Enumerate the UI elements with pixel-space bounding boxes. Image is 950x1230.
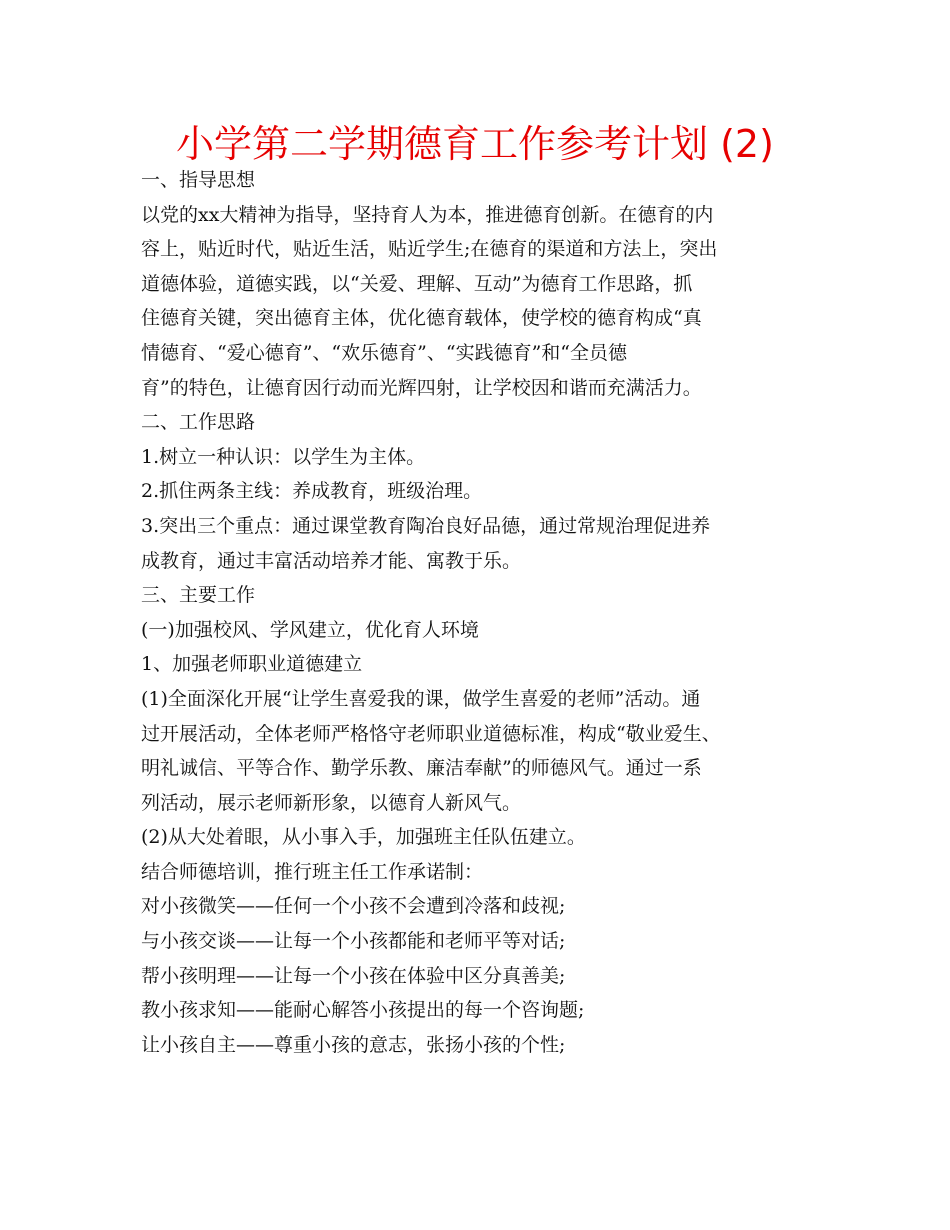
body-line: 1、加强老师职业道德建立: [141, 653, 363, 676]
body-line: 过开展活动，全体老师严格恪守老师职业道德标准，构成“敬业爱生、: [141, 722, 721, 745]
body-line: 3.突出三个重点：通过课堂教育陶冶良好品德，通过常规治理促进养: [141, 514, 711, 537]
document-title: 小学第二学期德育工作参考计划 (2): [176, 122, 774, 166]
body-line: 一、指导思想: [141, 169, 256, 191]
body-line: 结合师德培训，推行班主任工作承诺制：: [141, 860, 484, 883]
body-line: (2)从大处着眼，从小事入手，加强班主任队伍建立。: [141, 826, 586, 849]
body-line: 列活动，展示老师新形象，以德育人新风气。: [141, 791, 522, 814]
body-line: (一)加强校风、学风建立，优化育人环境: [141, 618, 479, 641]
body-line: 情德育、“爱心德育”、“欢乐德育”、“实践德育”和“全员德: [141, 341, 627, 364]
body-line: 以党的xx大精神为指导，坚持育人为本，推进德育创新。在德育的内: [141, 203, 714, 226]
body-line: 与小孩交谈——让每一个小孩都能和老师平等对话;: [141, 930, 566, 953]
body-line: 对小孩微笑——任何一个小孩不会遭到冷落和歧视;: [141, 895, 566, 918]
document-body: [141, 163, 841, 1062]
body-line: 三、主要工作: [141, 584, 256, 607]
body-line: 帮小孩明理——让每一个小孩在体验中区分真善美;: [141, 964, 566, 987]
body-line: 2.抓住两条主线：养成教育，班级治理。: [141, 480, 483, 503]
body-line: 容上，贴近时代，贴近生活，贴近学生;在德育的渠道和方法上，突出: [141, 238, 718, 261]
body-line: 道德体验，道德实践，以“关爱、理解、互动”为德育工作思路，抓: [141, 272, 693, 295]
body-line: 让小孩自主——尊重小孩的意志，张扬小孩的个性;: [141, 1033, 566, 1056]
body-line: 二、工作思路: [141, 411, 256, 434]
body-line: 住德育关键，突出德育主体，优化德育载体，使学校的德育构成“真: [141, 307, 702, 330]
body-line: 1.树立一种认识：以学生为主体。: [141, 445, 426, 468]
body-line: 教小孩求知——能耐心解答小孩提出的每一个咨询题;: [141, 999, 585, 1022]
body-line: 明礼诚信、平等合作、勤学乐教、廉洁奉献”的师德风气。通过一系: [141, 757, 702, 780]
body-line: 成教育，通过丰富活动培养才能、寓教于乐。: [141, 549, 522, 572]
body-line: 育”的特色，让德育因行动而光辉四射，让学校因和谐而充满活力。: [141, 376, 702, 399]
body-line: (1)全面深化开展“让学生喜爱我的课，做学生喜爱的老师”活动。通: [141, 687, 701, 710]
